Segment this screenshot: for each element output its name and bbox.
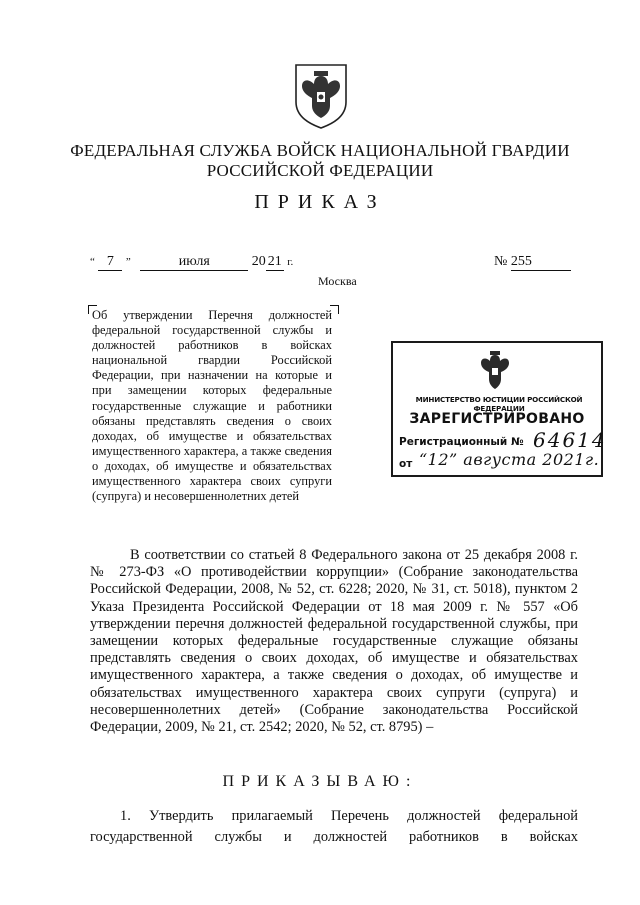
document-type: ПРИКАЗ	[254, 191, 386, 213]
order-subject: Об утверждении Перечня должностей федеральной государственной службы и должностей работников в войсках национальной гвардии Российской Федерации, при назначении на которые и при замещении которых федеральные государственные служащие и работники обязаны представлять сведения о своих доходах, об имуществе и обязательствах имущественного характера, а также сведения о доходах, об имуществе и обязательствах имущественного характера своих супруги (супруга) и несовершеннолетних детей	[92, 308, 332, 504]
order-preamble	[90, 547, 578, 736]
date-month: июля	[140, 254, 248, 271]
registration-stamp	[391, 341, 607, 477]
stamp-number-label: Регистрационный №	[399, 436, 524, 448]
item-1-text: 1. Утвердить прилагаемый Перечень должностей федеральной государственной службы и должностей работников в войсках	[90, 808, 578, 845]
number-value: 255	[511, 254, 571, 271]
stamp-date-label: от	[399, 458, 413, 470]
agency-line-1: ФЕДЕРАЛЬНАЯ СЛУЖБА ВОЙСК НАЦИОНАЛЬНОЙ ГВАРДИИ	[70, 141, 570, 160]
date-year-abbr: г.	[287, 256, 294, 268]
eagle-emblem-icon	[475, 349, 515, 391]
issue-city: Москва	[318, 274, 357, 288]
issuing-agency	[60, 141, 580, 181]
preamble-paragraph: В соответствии со статьей 8 Федерального закона от 25 декабря 2008 г. № 273-ФЗ «О противодействии коррупции» (Собрание законодательства Российской Федерации, 2008, № 52, ст. 6228; 2020, № 31, ст. 5018), пунктом 2 Указа Президента Российской Федерации от 18 мая 2009 г. № 557 «Об утверждении перечня должностей федеральной государственной службы, при замещении которых федеральные государственные служащие обязаны представлять сведения о своих доходах, об имуществе и обязательствах имущественного характера, а также сведения о доходах, об имуществе и обязательствах имущественного характера своих супруги (супруга) и несовершеннолетних детей» (Собрание законодательства Российской Федерации, 2009, № 21, ст. 2542; 2020, № 52, ст. 8795) –	[90, 547, 578, 736]
date-day: 7	[98, 254, 122, 271]
quote-open: “	[90, 256, 95, 268]
agency-line-2: РОССИЙСКОЙ ФЕДЕРАЦИИ	[206, 161, 434, 180]
order-date	[90, 254, 293, 271]
stamp-registration-number: 64614	[533, 428, 607, 452]
stamp-registered: ЗАРЕГИСТРИРОВАНО	[409, 411, 585, 427]
number-label: №	[494, 254, 508, 269]
quote-close: ”	[125, 256, 131, 268]
date-year-prefix: 20	[251, 254, 266, 269]
order-item-1	[90, 806, 578, 848]
order-verb: ПРИКАЗЫВАЮ:	[222, 773, 418, 790]
date-year-suffix: 21	[267, 254, 282, 269]
stamp-registration-date: “12” августа 2021г.	[419, 450, 600, 469]
order-number	[494, 254, 571, 271]
state-emblem-icon	[292, 62, 350, 130]
stamp-ministry: МИНИСТЕРСТВО ЮСТИЦИИ РОССИЙСКОЙ ФЕДЕРАЦИИ	[415, 395, 583, 413]
